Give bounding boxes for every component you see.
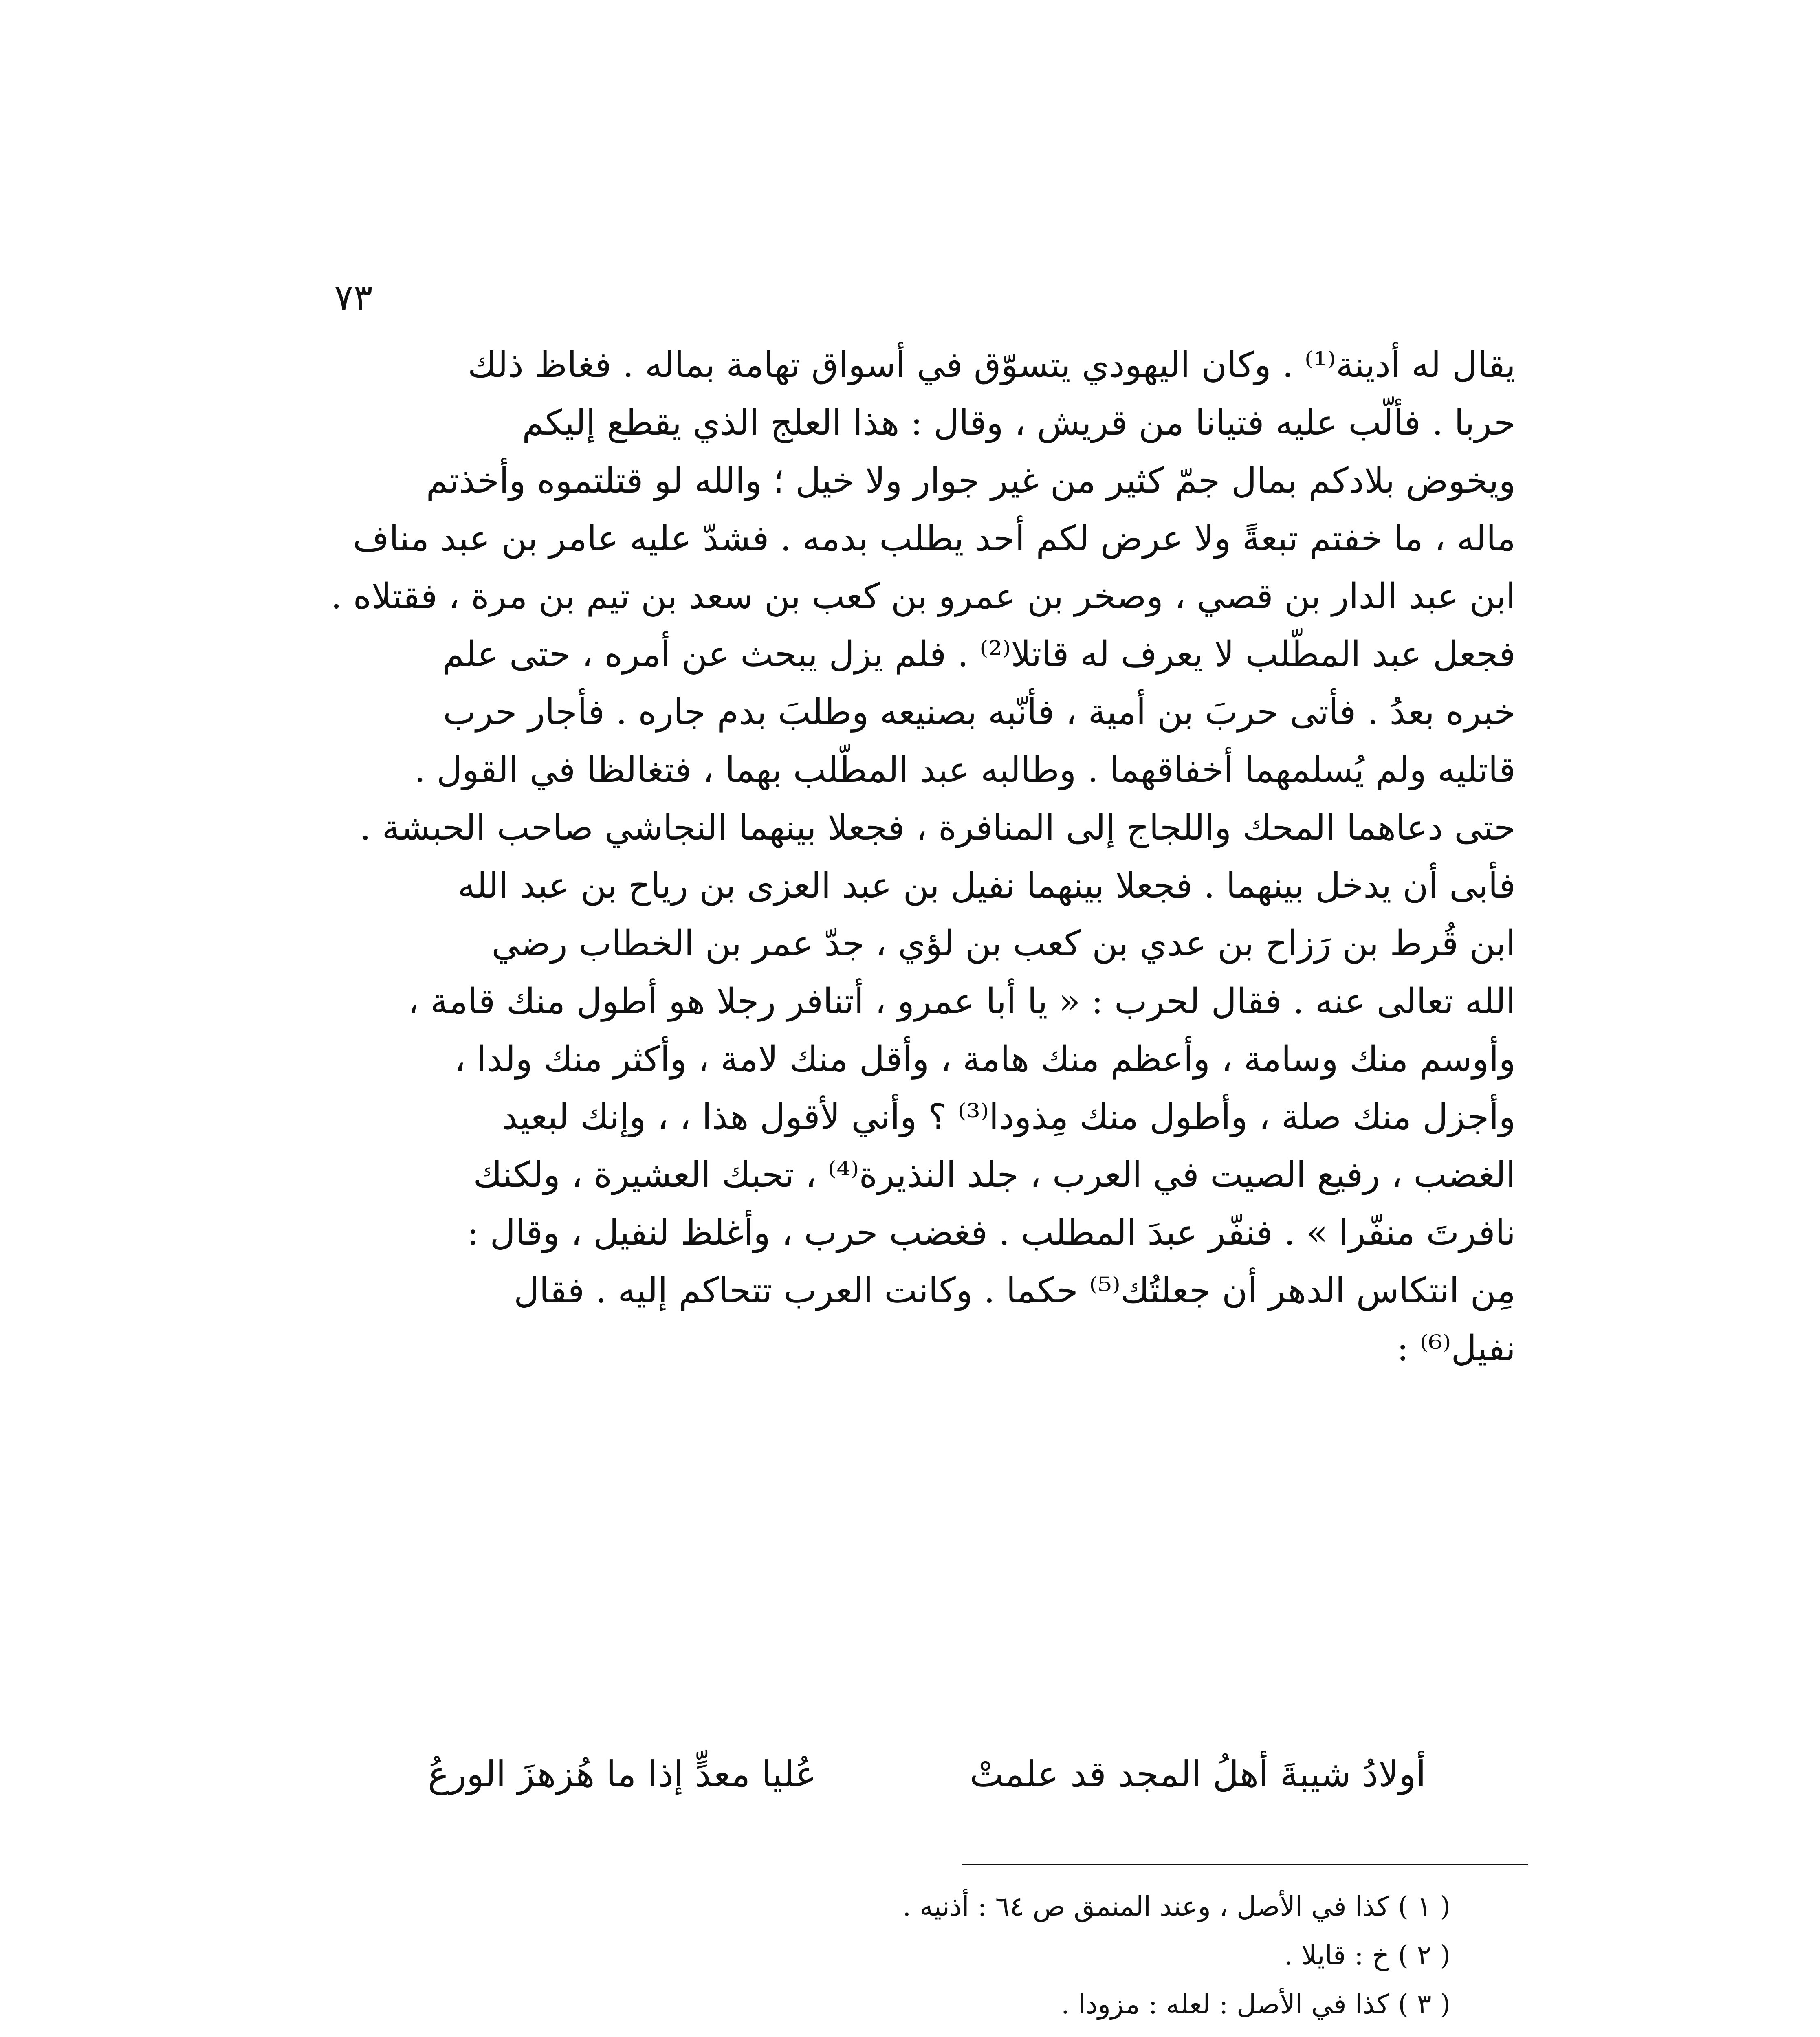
footnote: ( ٣ ) كذا في الأصل : لعله : مزودا . [1061, 1989, 1450, 2020]
text-line: الله تعالى عنه . فقال لحرب : « يا أبا عمرو ، أتنافر رجلا هو أطول منك قامة ، [407, 981, 1516, 1022]
text-line: يقال له أدينة⁽¹⁾ . وكان اليهودي يتسوّق في أسواق تهامة بماله . فغاظ ذلك [468, 345, 1516, 385]
text-line: فجعل عبد المطّلب لا يعرف له قاتلا⁽²⁾ . فلم يزل يبحث عن أمره ، حتى علم [442, 634, 1516, 675]
text-line: نافرتَ منفّرا » . فنفّر عبدَ المطلب . فغضب حرب ، وأغلظ لنفيل ، وقال : [467, 1212, 1516, 1253]
verse-first-hemistich: أولادُ شيبةَ أهلُ المجد قد علمتْ [969, 1753, 1426, 1795]
footnotes [367, 1882, 1520, 2037]
text-line: حربا . فألّب عليه فتيانا من قريش ، وقال : هذا العلج الذي يقطع إليكم [522, 403, 1516, 443]
text-line: الغضب ، رفيع الصيت في العرب ، جلد النذيرة⁽⁴⁾ ، تحبك العشيرة ، ولكنك [473, 1155, 1516, 1195]
text-line: حتى دعاهما المحك واللجاج إلى المنافرة ، فجعلا بينهما النجاشي صاحب الحبشة . [359, 807, 1516, 848]
text-line: نفيل⁽⁶⁾ : [1397, 1328, 1516, 1369]
text-line: ويخوض بلادكم بمال جمّ كثير من غير جوار ولا خيل ؛ والله لو قتلتموه وأخذتم [426, 460, 1516, 501]
main-text [330, 336, 1516, 1377]
verse-second-hemistich: عُليا معدٍّ إذا ما هُزهزَ الورعُ [428, 1753, 817, 1795]
page-number: ٧٣ [334, 276, 373, 318]
text-line: ابن قُرط بن رَزاح بن عدي بن كعب بن لؤي ، جدّ عمر بن الخطاب رضي [491, 923, 1516, 964]
verse [428, 1750, 1426, 1799]
footnote: ( ٢ ) خ : قايلا . [1284, 1940, 1450, 1971]
text-line: ماله ، ما خفتم تبعةً ولا عرض لكم أحد يطلب بدمه . فشدّ عليه عامر بن عبد مناف [352, 518, 1516, 559]
text-line: وأجزل منك صلة ، وأطول منك مِذودا⁽³⁾ ؟ وأني لأقول هذا ، ، وإنك لبعيد [502, 1097, 1516, 1137]
text-line: خبره بعدُ . فأتى حربَ بن أمية ، فأنّبه بصنيعه وطلبَ بدم جاره . فأجار حرب [443, 692, 1516, 733]
text-line: مِن انتكاس الدهر أن جعلتُك⁽⁵⁾ حكما . وكانت العرب تتحاكم إليه . فقال [514, 1270, 1516, 1311]
footnote [367, 2029, 1520, 2037]
footnote: ( ١ ) كذا في الأصل ، وعند المنمق ص ٦٤ : أذنيه . [902, 1891, 1450, 1922]
text-line: فأبى أن يدخل بينهما . فجعلا بينهما نفيل بن عبد العزى بن رياح بن عبد الله [458, 865, 1516, 906]
footnote-rule [962, 1864, 1528, 1865]
text-line: ابن عبد الدار بن قصي ، وصخر بن عمرو بن كعب بن سعد بن تيم بن مرة ، فقتلاه . [330, 576, 1516, 617]
text-line: وأوسم منك وسامة ، وأعظم منك هامة ، وأقل منك لامة ، وأكثر منك ولدا ، [454, 1039, 1516, 1080]
text-line: قاتليه ولم يُسلمهما أخفاقهما . وطالبه عبد المطّلب بهما ، فتغالظا في القول . [414, 750, 1516, 790]
